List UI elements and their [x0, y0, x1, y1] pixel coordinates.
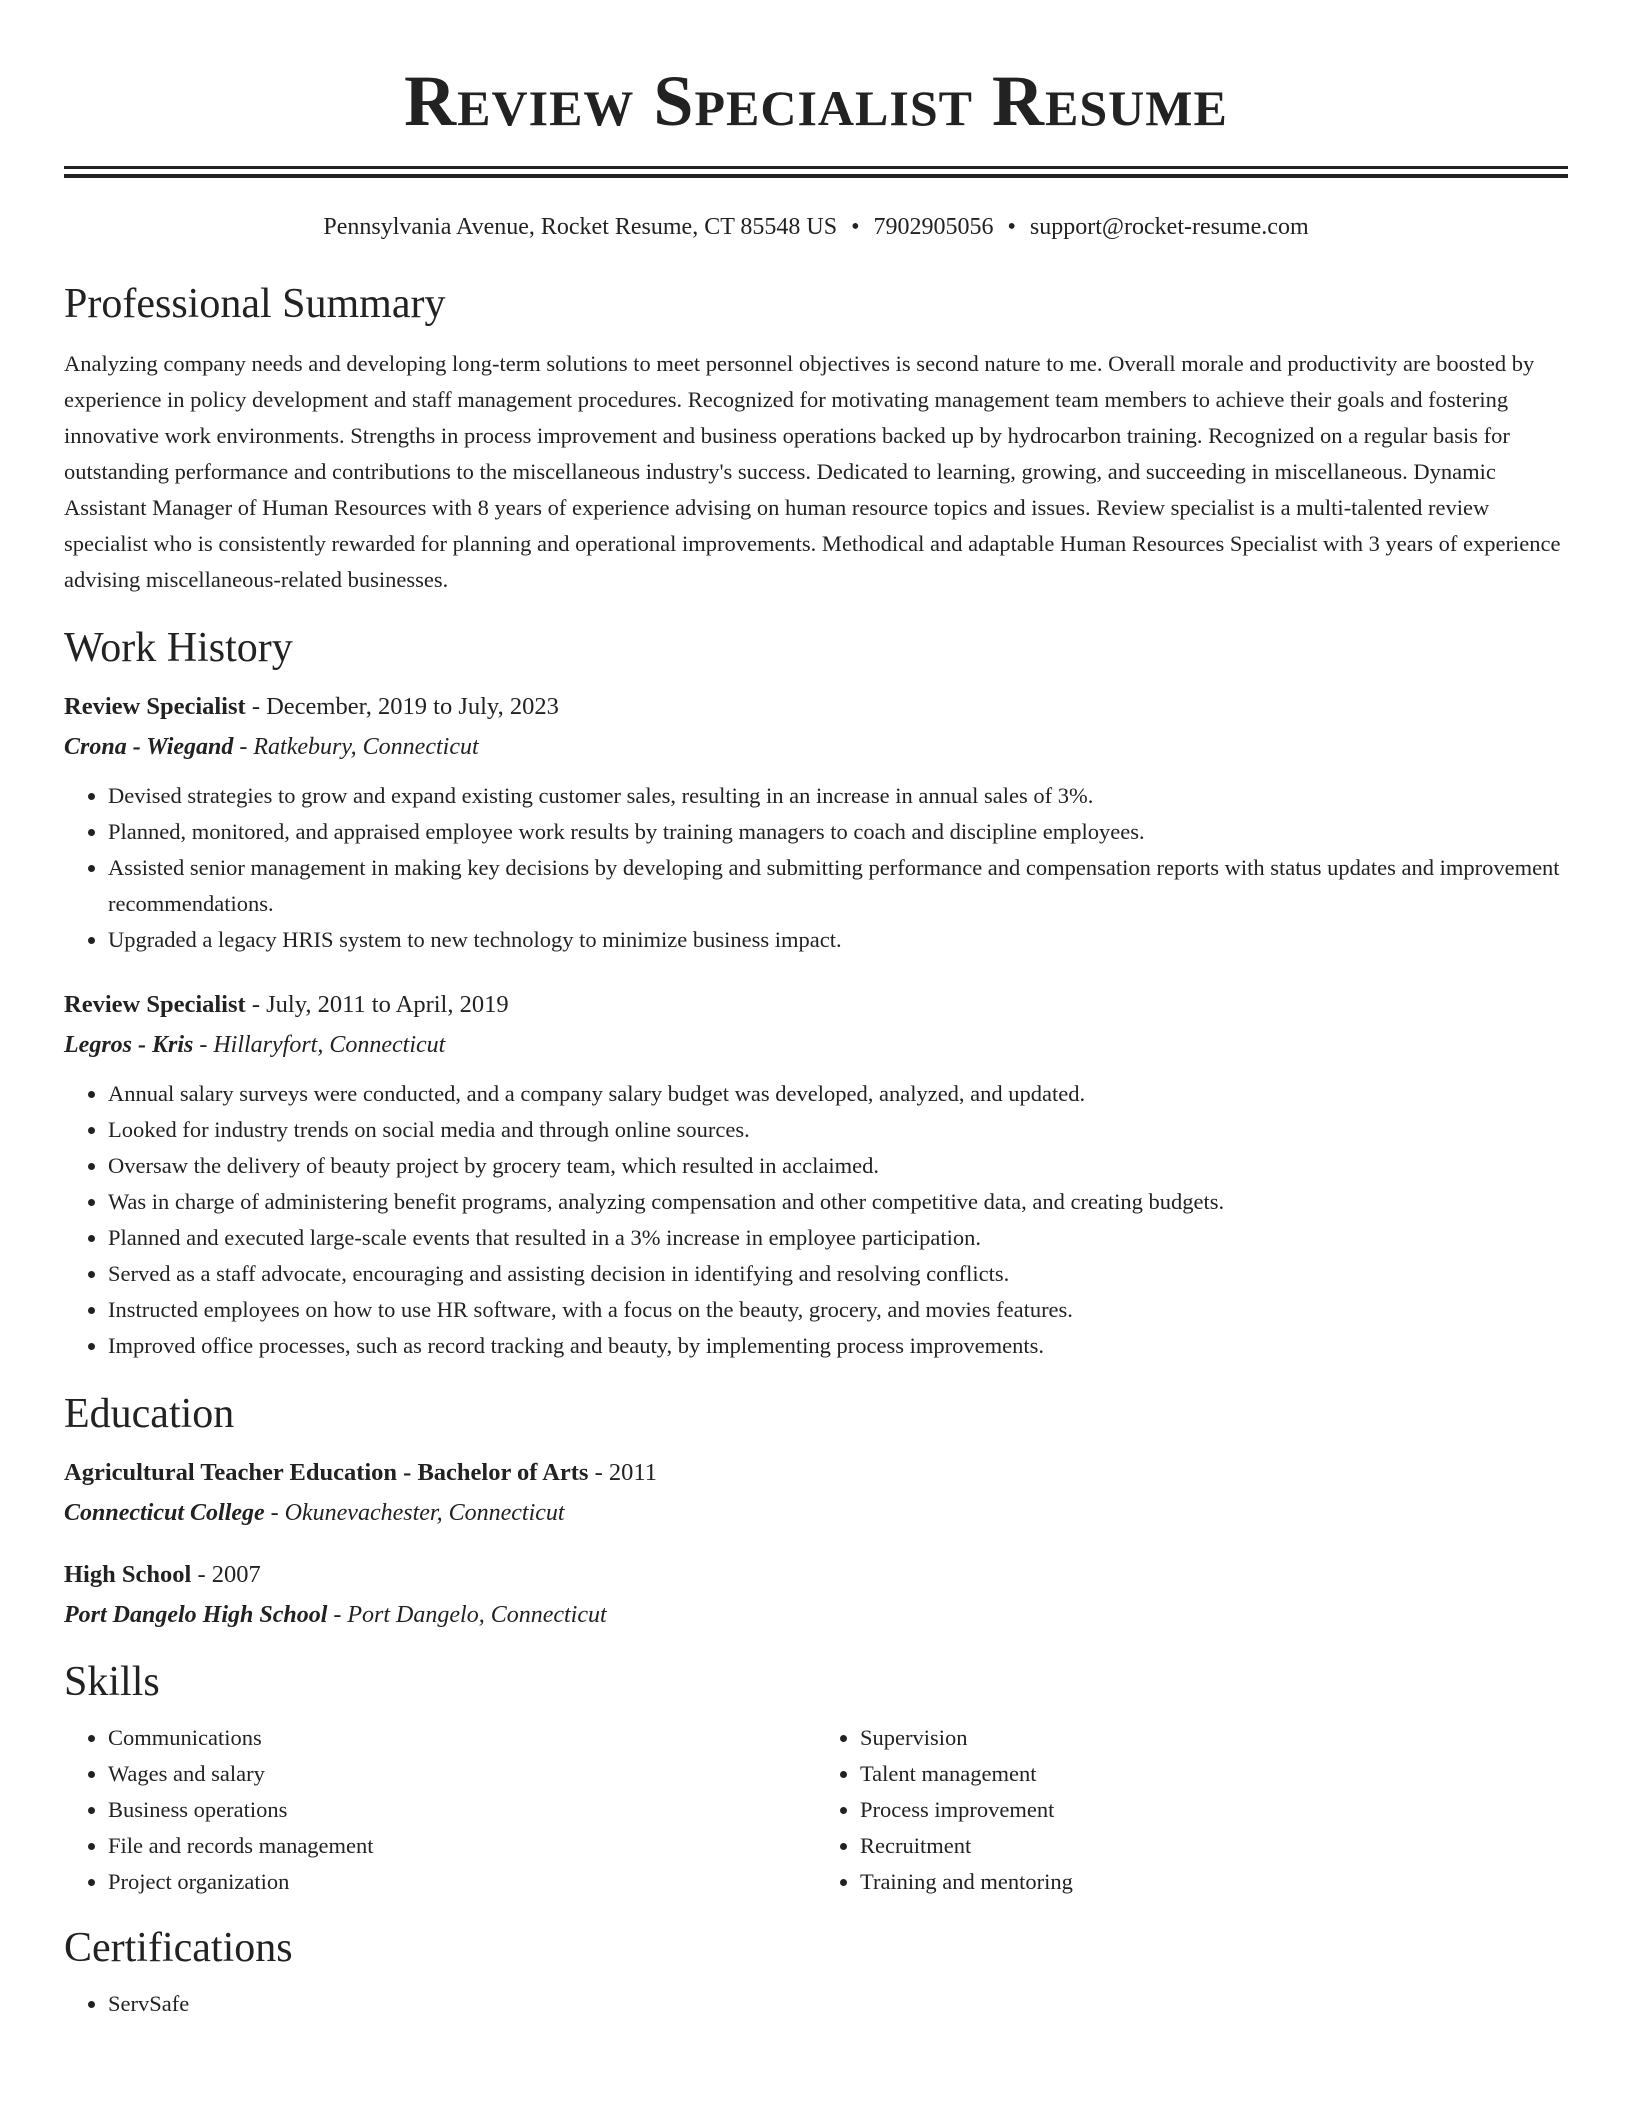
contact-address: Pennsylvania Avenue, Rocket Resume, CT 85548 US — [323, 214, 838, 240]
resume-title: Review Specialist Resume — [404, 61, 1228, 141]
job-bullet: • Improved office processes, such as record tracking and beauty, by implementing process improvements. — [108, 1328, 1568, 1364]
job-bullet: • Devised strategies to grow and expand existing customer sales, resulting in an increase in annual sales of 3%. — [108, 778, 1568, 814]
contact-phone: 7902905056 — [873, 214, 994, 240]
education-degree-line — [64, 1456, 1568, 1490]
education-school: Connecticut College — [64, 1500, 265, 1526]
job-dates: - July, 2011 to April, 2019 — [245, 991, 509, 1018]
job-title-line — [64, 988, 1568, 1022]
education-entry — [64, 1558, 1568, 1632]
job-bullets — [64, 1076, 1568, 1364]
job-title-line — [64, 690, 1568, 724]
skill-item: • File and records management — [108, 1828, 816, 1864]
job-location: - Ratkebury, Connecticut — [233, 734, 479, 760]
contact-line — [64, 212, 1568, 242]
certifications-list — [64, 1986, 1568, 2022]
education-location: - Port Dangelo, Connecticut — [327, 1602, 607, 1628]
contact-separator: • — [851, 214, 860, 240]
education-degree-line — [64, 1558, 1568, 1592]
job-location: - Hillaryfort, Connecticut — [193, 1032, 446, 1058]
contact-email: support@rocket-resume.com — [1029, 214, 1309, 240]
job-bullet: • Planned and executed large-scale events that resulted in a 3% increase in employee participation. — [108, 1220, 1568, 1256]
skill-item: • Wages and salary — [108, 1756, 816, 1792]
skill-item: • Recruitment — [860, 1828, 1568, 1864]
certification-item: • ServSafe — [108, 1986, 1568, 2022]
job-bullet: • Looked for industry trends on social media and through online sources. — [108, 1112, 1568, 1148]
job-bullet: • Oversaw the delivery of beauty project by grocery team, which resulted in acclaimed. — [108, 1148, 1568, 1184]
job-dates: - December, 2019 to July, 2023 — [245, 693, 559, 720]
education-degree: High School — [64, 1561, 192, 1588]
education-school-line — [64, 1496, 1568, 1530]
job-title: Review Specialist — [64, 693, 246, 720]
skill-item: • Training and mentoring — [860, 1864, 1568, 1900]
education-year: - 2011 — [588, 1459, 657, 1486]
job-entry — [64, 690, 1568, 958]
job-bullet: • Upgraded a legacy HRIS system to new technology to minimize business impact. — [108, 922, 1568, 958]
education-school: Port Dangelo High School — [64, 1602, 328, 1628]
skills-list-left — [64, 1720, 816, 1900]
certifications-heading: Certifications — [64, 1925, 293, 1971]
job-company: Crona - Wiegand — [64, 734, 234, 760]
job-bullet: • Annual salary surveys were conducted, and a company salary budget was developed, analyzed, and updated. — [108, 1076, 1568, 1112]
skill-item: • Process improvement — [860, 1792, 1568, 1828]
skill-item: • Talent management — [860, 1756, 1568, 1792]
education-school-line — [64, 1598, 1568, 1632]
work-history-heading: Work History — [64, 625, 293, 671]
job-company-line — [64, 1028, 1568, 1062]
education-location: - Okunevachester, Connecticut — [264, 1500, 565, 1526]
job-company-line — [64, 730, 1568, 764]
job-bullet: • Was in charge of administering benefit programs, analyzing compensation and other competitive data, and creating budgets. — [108, 1184, 1568, 1220]
job-bullets — [64, 778, 1568, 958]
summary-text: Analyzing company needs and developing long-term solutions to meet personnel objectives is second nature to me. Overall morale and productivity are boosted by experience in policy development and staff management procedures. Recognized for motivating management team members to achieve their goals and fostering innovative work environments. Strengths in process improvement and business operations backed up by hydrocarbon training. Recognized on a regular basis for outstanding performance and contributions to the miscellaneous industry's success. Dedicated to learning, growing, and succeeding in miscellaneous. Dynamic Assistant Manager of Human Resources with 8 years of experience advising on human resource topics and issues. Review specialist is a multi-talented review specialist who is consistently rewarded for planning and operational improvements. Methodical and adaptable Human Resources Specialist with 3 years of experience advising miscellaneous-related businesses. — [64, 351, 1561, 592]
job-bullet: • Served as a staff advocate, encouraging and assisting decision in identifying and resolving conflicts. — [108, 1256, 1568, 1292]
skills-grid — [64, 1720, 1568, 1900]
education-degree: Agricultural Teacher Education - Bachelor of Arts — [64, 1459, 589, 1486]
job-title: Review Specialist — [64, 991, 246, 1018]
skill-item: • Supervision — [860, 1720, 1568, 1756]
skill-item: • Project organization — [108, 1864, 816, 1900]
education-entry — [64, 1456, 1568, 1530]
summary-heading: Professional Summary — [64, 281, 446, 327]
title-divider — [64, 166, 1568, 178]
job-bullet: • Assisted senior management in making key decisions by developing and submitting performance and compensation reports with status updates and improvement recommendations. — [108, 850, 1568, 922]
skill-item: • Communications — [108, 1720, 816, 1756]
skills-list-right — [816, 1720, 1568, 1900]
job-bullet: • Instructed employees on how to use HR software, with a focus on the beauty, grocery, and movies features. — [108, 1292, 1568, 1328]
job-entry — [64, 988, 1568, 1364]
education-year: - 2007 — [191, 1561, 261, 1588]
contact-separator: • — [1007, 214, 1016, 240]
job-bullet: • Planned, monitored, and appraised employee work results by training managers to coach and discipline employees. — [108, 814, 1568, 850]
job-company: Legros - Kris — [64, 1032, 194, 1058]
skill-item: • Business operations — [108, 1792, 816, 1828]
education-heading: Education — [64, 1391, 235, 1437]
skills-heading: Skills — [64, 1659, 160, 1705]
